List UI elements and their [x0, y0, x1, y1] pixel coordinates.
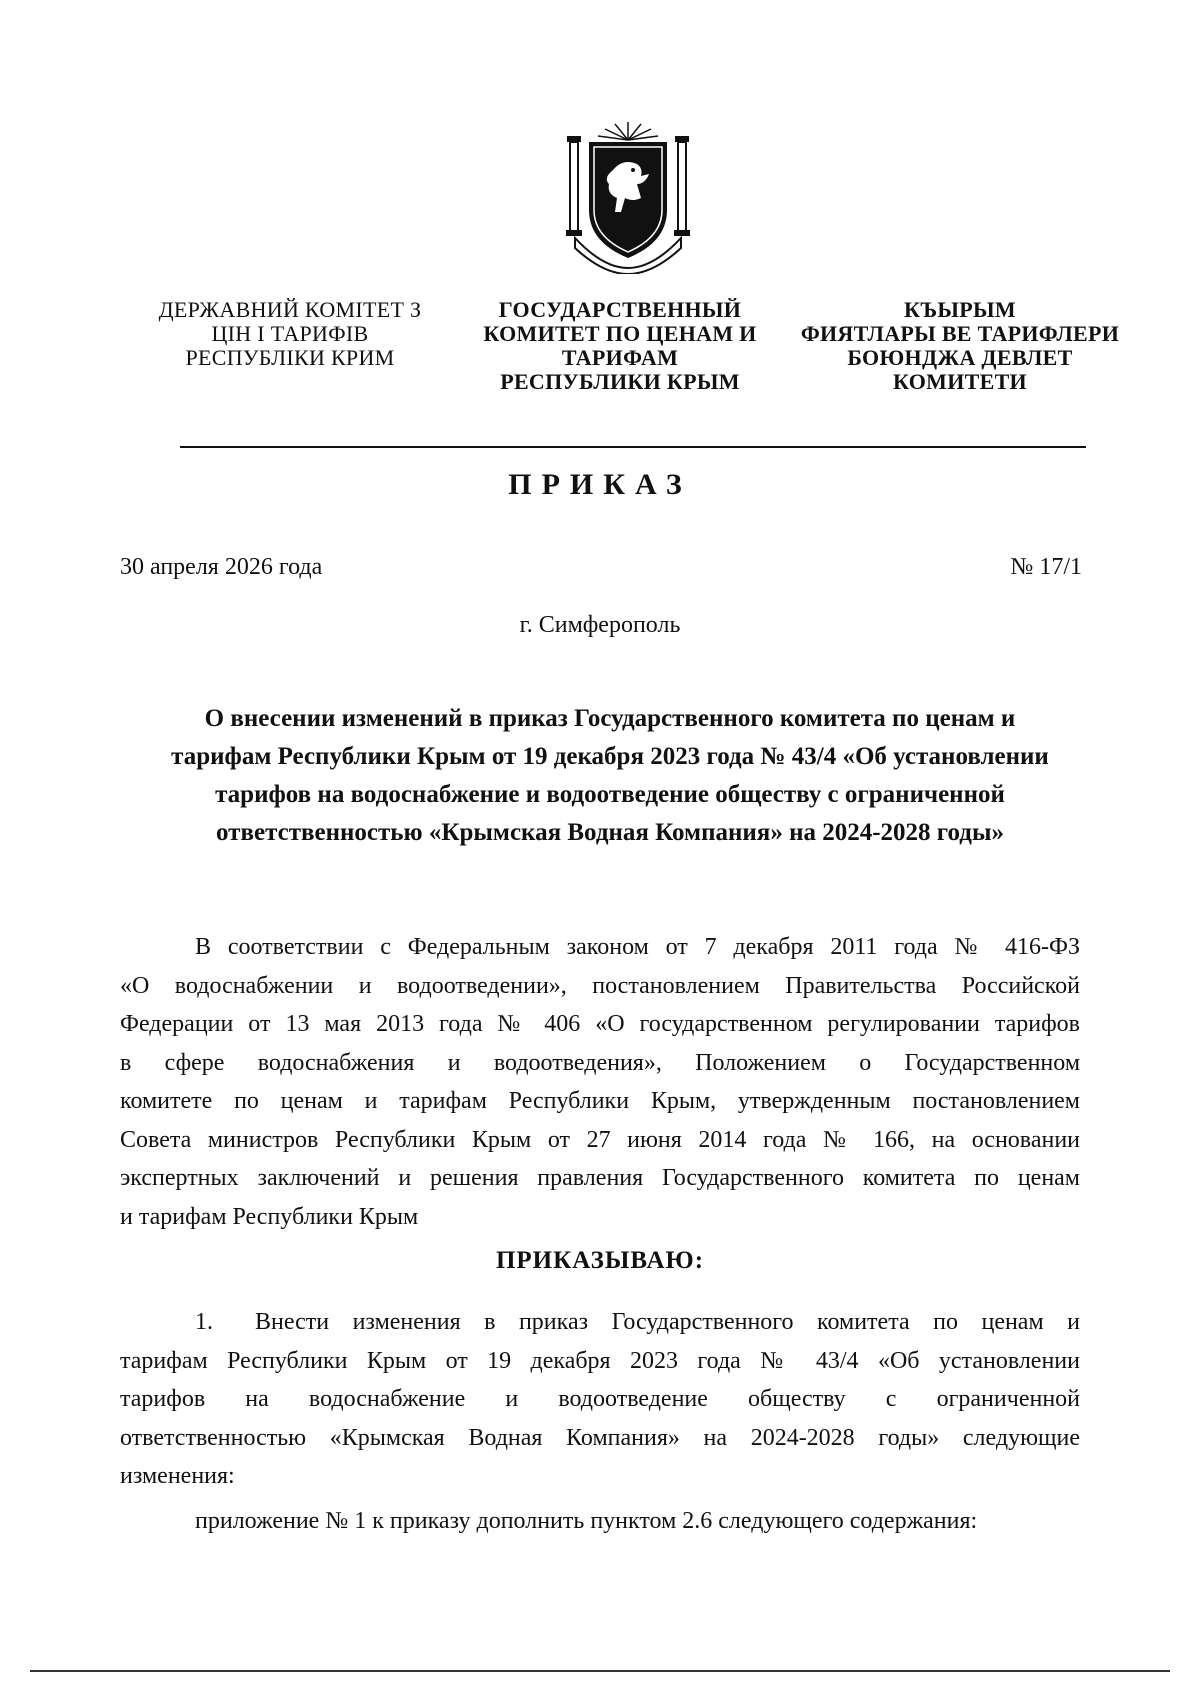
page-bottom-line — [30, 1670, 1170, 1672]
appendix-instruction: приложение № 1 к приказу дополнить пунктом 2.6 следующего содержания: — [195, 1508, 978, 1534]
header-divider — [180, 446, 1086, 448]
org-ua-line: РЕСПУБЛІКИ КРИМ — [185, 345, 395, 370]
document-date: 30 апреля 2026 года — [120, 554, 323, 580]
title-line: ответственностью «Крымская Водная Компания» на 2024-2028 годы» — [216, 819, 1004, 846]
org-name-crimean-tatar — [800, 298, 1120, 394]
org-crh-line: ФИЯТЛАРЫ ВЕ ТАРИФЛЕРИ — [800, 321, 1120, 346]
org-name-ukrainian — [140, 298, 440, 370]
item-1-first-line — [120, 1303, 1080, 1342]
item-line: ответственностью «Крымская Водная Компания» на 2024-2028 годы» следующие — [120, 1424, 1080, 1451]
item-number: 1. — [195, 1309, 213, 1335]
item-line: Внести изменения в приказ Государственного комитета по ценам и — [255, 1309, 1080, 1335]
preamble-line: и тарифам Республики Крым — [120, 1203, 419, 1230]
item-line: изменения: — [120, 1463, 235, 1489]
org-crh-line: БОЮНДЖА ДЕВЛЕТ — [847, 345, 1073, 370]
item-line: тарифам Республики Крым от 19 декабря 2023 года № 43/4 «Об установлении — [120, 1347, 1080, 1374]
org-ru-line: РЕСПУБЛИКИ КРЫМ — [500, 369, 740, 394]
preamble-line: В соответствии с Федеральным законом от 7 декабря 2011 года № 416-ФЗ — [195, 934, 1080, 960]
document-title — [120, 700, 1100, 852]
document-type-heading: ПРИКАЗ — [508, 468, 692, 501]
title-line: О внесении изменений в приказ Государственного комитета по ценам и — [204, 705, 1016, 732]
preamble-line: в сфере водоснабжения и водоотведения», Положением о Государственном — [120, 1049, 1080, 1076]
org-crh-line: КЪЫРЫМ — [904, 297, 1016, 322]
order-directive-heading: ПРИКАЗЫВАЮ: — [495, 1247, 705, 1274]
org-crh-line: КОМИТЕТИ — [893, 369, 1027, 394]
crimea-coat-of-arms-icon — [563, 118, 693, 274]
document-number: № 17/1 — [1010, 554, 1082, 580]
preamble-line: экспертных заключений и решения правления Государственного комитета по ценам — [120, 1165, 1080, 1191]
title-line: тарифов на водоснабжение и водоотведение обществу с ограниченной — [215, 781, 1005, 808]
org-ru-line: ТАРИФАМ — [561, 345, 679, 370]
org-ru-line: ГОСУДАРСТВЕННЫЙ — [498, 297, 742, 322]
preamble-line: Совета министров Республики Крым от 27 июня 2014 года № 166, на основании — [120, 1126, 1080, 1153]
preamble-line: «О водоснабжении и водоотведении», постановлением Правительства Российской — [120, 972, 1080, 999]
org-ua-line: ДЕРЖАВНИЙ КОМІТЕТ З — [158, 297, 422, 322]
order-item-1 — [120, 1303, 1080, 1496]
org-ru-line: КОМИТЕТ ПО ЦЕНАМ И — [483, 321, 757, 346]
item-line: тарифов на водоснабжение и водоотведение обществу с ограниченной — [120, 1386, 1080, 1412]
preamble-line: Федерации от 13 мая 2013 года № 406 «О государственном регулировании тарифов — [120, 1011, 1080, 1037]
document-city: г. Симферополь — [519, 612, 681, 638]
title-line: тарифам Республики Крым от 19 декабря 2023 года № 43/4 «Об установлении — [171, 743, 1049, 770]
org-name-russian — [470, 298, 770, 394]
preamble-line: комитете по ценам и тарифам Республики Крым, утвержденным постановлением — [120, 1088, 1080, 1114]
preamble-paragraph — [120, 928, 1080, 1236]
org-ua-line: ЦІН І ТАРИФІВ — [211, 321, 369, 346]
